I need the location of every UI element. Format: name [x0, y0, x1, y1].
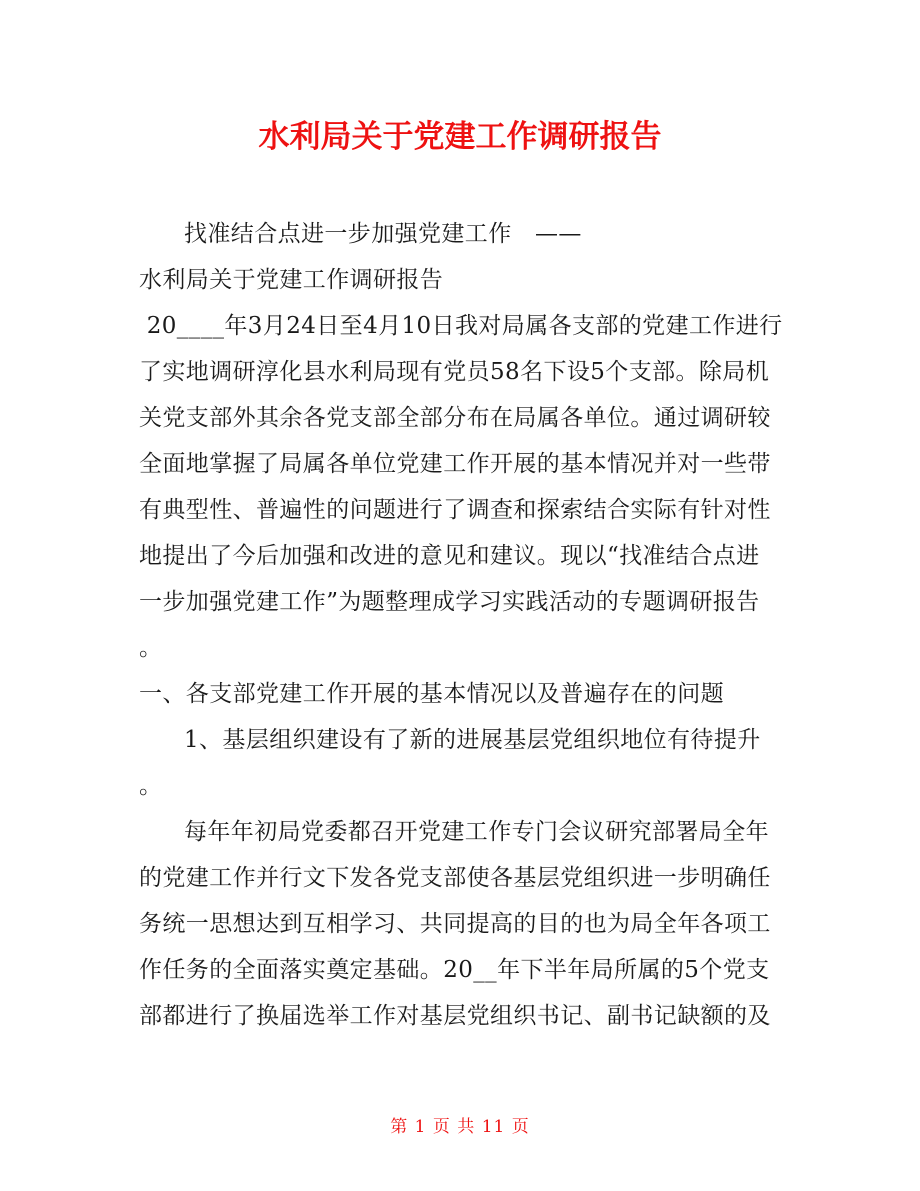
- body-line: 20____年3月24日至4月10日我对局属各支部的党建工作进行: [139, 313, 783, 339]
- body-line: 关党支部外其余各党支部全部分布在局属各单位。通过调研较: [139, 405, 771, 431]
- body-line: 找准结合点进一步加强党建工作 ——: [184, 221, 582, 247]
- body-line: 地提出了今后加强和改进的意见和建议。现以“找准结合点进: [139, 543, 760, 569]
- body-line: 。: [139, 773, 163, 799]
- body-line: 全面地掌握了局属各单位党建工作开展的基本情况并对一些带: [139, 451, 771, 477]
- body-line: 了实地调研淳化县水利局现有党员58名下设5个支部。除局机: [139, 359, 770, 385]
- body-line: 。: [139, 635, 163, 661]
- body-line: 每年年初局党委都召开党建工作专门会议研究部署局全年: [184, 819, 769, 845]
- body-line: 作任务的全面落实奠定基础。20__年下半年局所属的5个党支: [139, 957, 770, 983]
- body-line: 部都进行了换届选举工作对基层党组织书记、副书记缺额的及: [139, 1003, 771, 1029]
- subsection-heading: 1、基层组织建设有了新的进展基层党组织地位有待提升: [184, 727, 761, 753]
- document-body: [139, 211, 787, 1039]
- body-line: 有典型性、普遍性的问题进行了调查和探索结合实际有针对性: [139, 497, 771, 523]
- document-title: 水利局关于党建工作调研报告: [258, 119, 662, 155]
- body-line: 一步加强党建工作”为题整理成学习实践活动的专题调研报告: [139, 589, 760, 615]
- body-line: 务统一思想达到互相学习、共同提高的目的也为局全年各项工: [139, 911, 771, 937]
- body-line: 的党建工作并行文下发各党支部使各基层党组织进一步明确任: [139, 865, 771, 891]
- section-heading: 一、各支部党建工作开展的基本情况以及普遍存在的问题: [139, 681, 724, 707]
- page-number-footer: 第 1 页 共 11 页: [390, 1117, 530, 1137]
- body-line: 水利局关于党建工作调研报告: [139, 267, 444, 293]
